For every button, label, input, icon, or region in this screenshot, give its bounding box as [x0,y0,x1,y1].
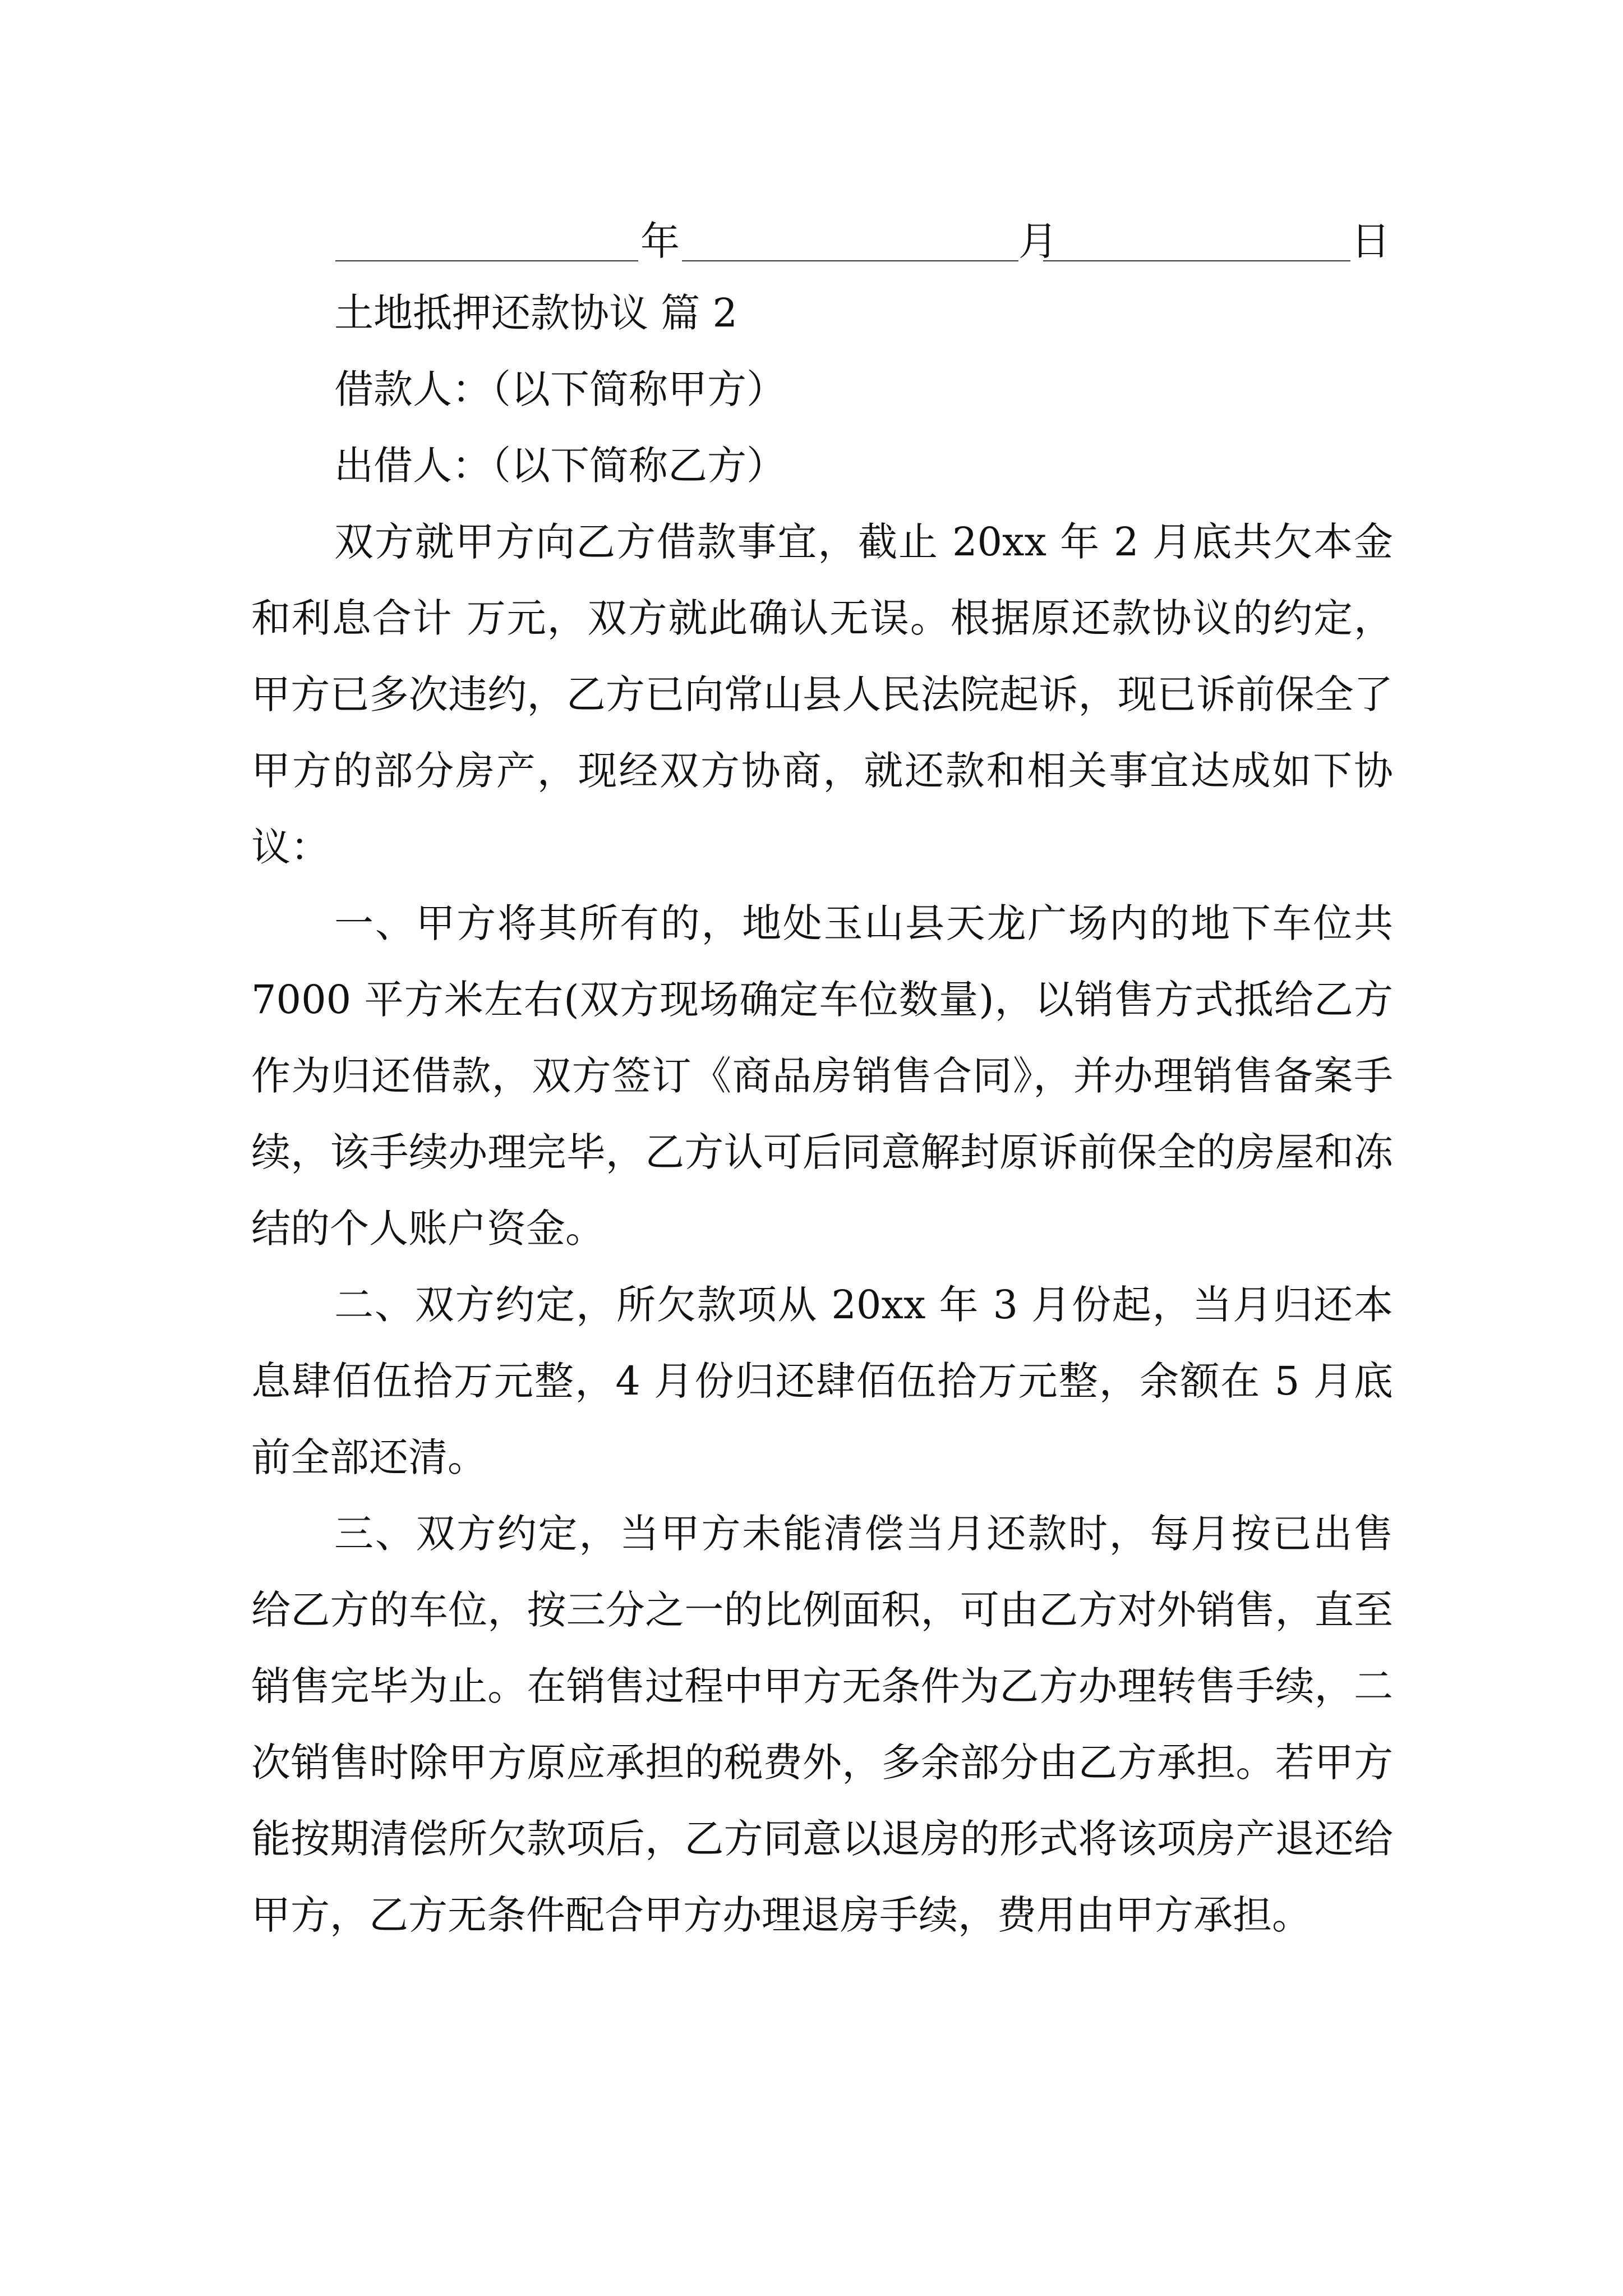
paragraph-clause-3: 三、双方约定，当甲方未能清偿当月还款时，每月按已出售给乙方的车位，按三分之一的比例面积，可由乙方对外销售，直至销售完毕为止。在销售过程中甲方无条件为乙方办理转售手续，二次销售时除甲方原应承担的税费外，多余部分由乙方承担。若甲方能按期清偿所欠款项后，乙方同意以退房的形式将该项房产退还给甲方，乙方无条件配合甲方办理退房手续，费用由甲方承担。 [251,1511,1393,1938]
paragraph-intro: 双方就甲方向乙方借款事宜，截止 20xx 年 2 月底共欠本金和利息合计 万元，双方就此确认无误。根据原还款协议的约定，甲方已多次违约，乙方已向常山县人民法院起诉，现已诉前保全了甲方的部分房产，现经双方协商，就还款和相关事宜达成如下协议： [251,519,1393,870]
document-body [251,275,1393,1953]
section-heading: 土地抵押还款协议 篇 2 [334,290,738,336]
year-label: 年 [640,218,680,264]
paragraph-clause-2: 二、双方约定，所欠款项从 20xx 年 3 月份起，当月归还本息肆佰伍拾万元整，4 月份归还肆佰伍拾万元整，余额在 5 月底前全部还清。 [251,1282,1393,1480]
paragraph-clause-1: 一、甲方将其所有的，地处玉山县天龙广场内的地下车位共 7000 平方米左右(双方现场确定车位数量)，以销售方式抵给乙方作为归还借款，双方签订《商品房销售合同》，并办理销售备案手续，该手续办理完毕，乙方认可后同意解封原诉前保全的房屋和冻结的个人账户资金。 [251,900,1393,1251]
day-blank [1043,213,1350,261]
borrower-line: 借款人：（以下简称甲方） [334,366,786,412]
month-label: 月 [1018,218,1058,264]
date-line [335,213,1391,269]
year-blank [335,213,638,261]
month-blank [682,213,1018,261]
lender-line: 出借人：（以下简称乙方） [334,443,786,489]
day-label: 日 [1351,218,1390,264]
